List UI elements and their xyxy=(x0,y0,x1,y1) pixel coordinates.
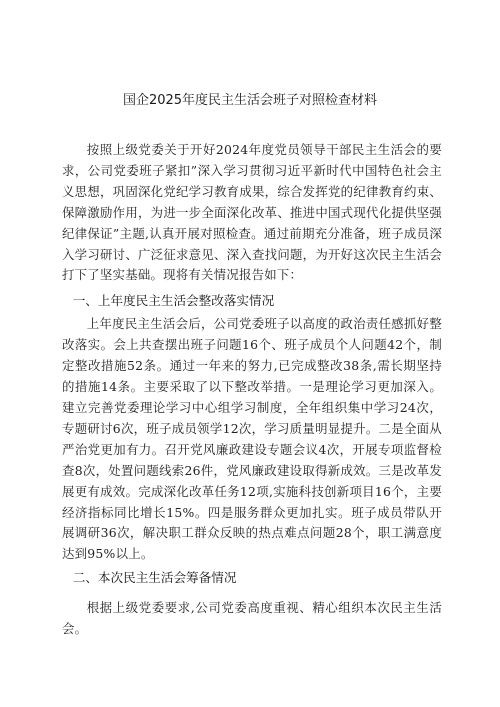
section-2-paragraph: 根据上级党委要求,公司党委高度重视、精心组织本次民主生活会。 xyxy=(62,600,442,637)
section-1-paragraph: 上年度民主生活会后，公司党委班子以高度的政治责任感抓好整改落实。会上共查摆出班子问题16个、班子成员个人问题42个，制定整改措施52条。通过一年来的努力,已完成整改38条,需长期坚持的措施14条。主要采取了以下整改举措。一是理论学习更加深入。建立完善党委理论学习中心组学习制度，全年组织集中学习24次，专题研讨6次，班子成员领学12次，学习质量明显提升。二是全面从严治党更加有力。召开党风廉政建设专题会议4次，开展专项监督检查8次，处置问题线索26件，党风廉政建设取得新成效。三是改革发展更有成效。完成深化改革任务12项,实施科技创新项目16个，主要经济指标同比增长15%。四是服务群众更加扎实。班子成员带队开展调研36次，解决职工群众反映的热点难点问题28个，职工满意度达到95%以上。 xyxy=(62,316,442,562)
section-1-heading: 一、上年度民主生活会整改落实情况 xyxy=(72,293,275,309)
section-2-heading: 二、本次民主生活会筹备情况 xyxy=(72,570,237,586)
document-title: 国企2025年度民主生活会班子对照检查材料 xyxy=(122,93,378,108)
document-body xyxy=(62,140,442,640)
intro-paragraph: 按照上级党委关于开好2024年度党员领导干部民主生活会的要求，公司党委班子紧扣”深入学习贯彻习近平新时代中国特色社会主义思想，巩固深化党纪学习教育成果，综合发挥党的纪律教育约束、保障激励作用，为进一步全面深化改革、推进中国式现代化提供坚强纪律保证”主题,认真开展对照检查。通过前期充分准备，班子成员深入学习研讨、广泛征求意见、深入查找问题，为开好这次民主生活会打下了坚实基础。现将有关情况报告如下： xyxy=(62,142,442,283)
